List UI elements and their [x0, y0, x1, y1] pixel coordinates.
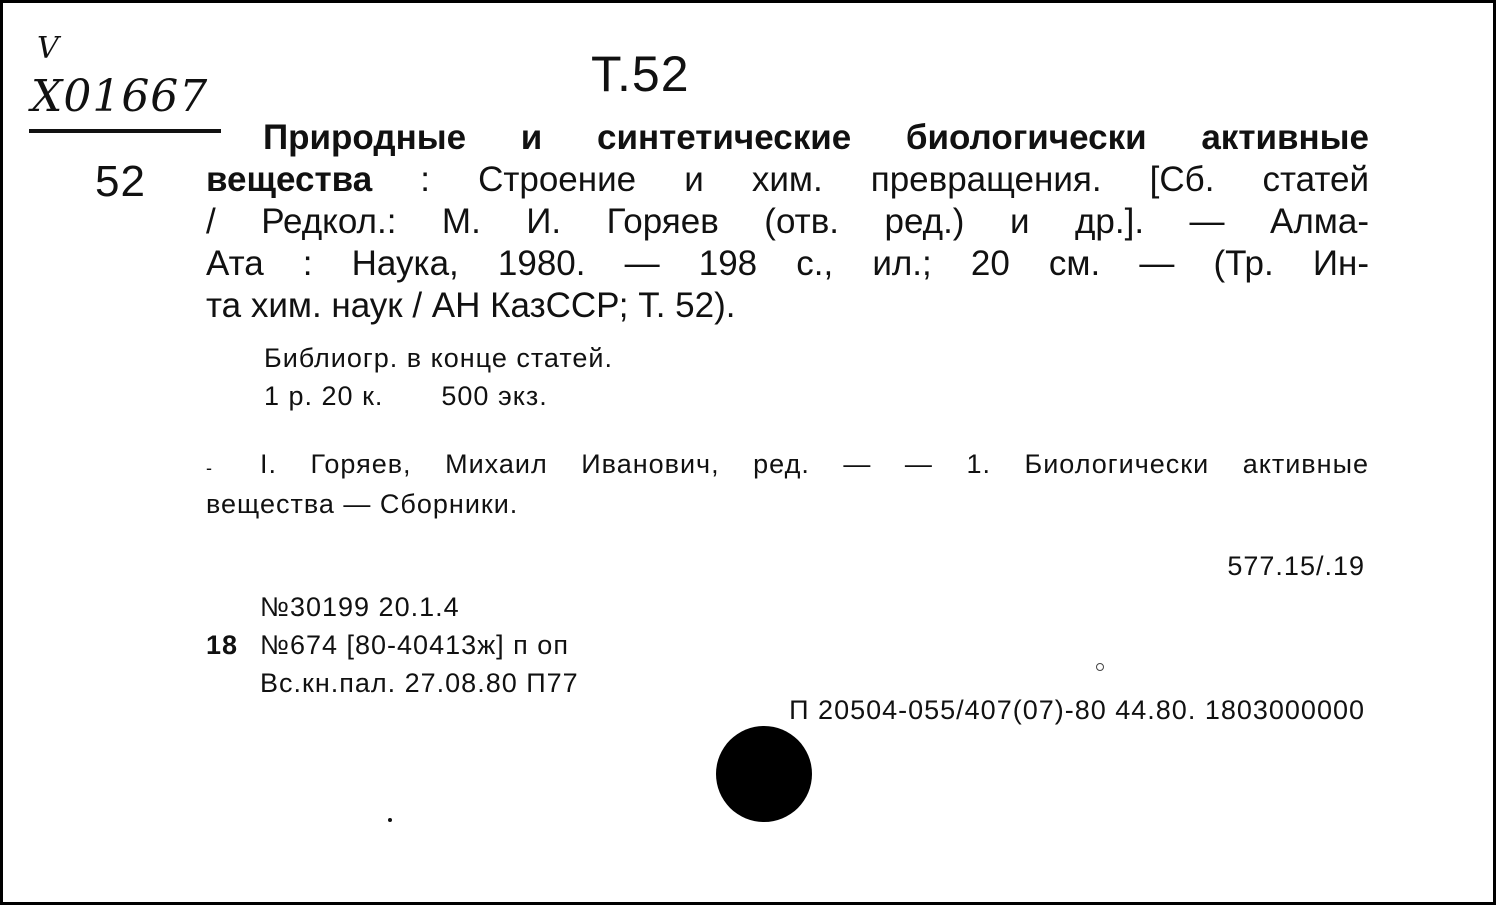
registration-line-1: №30199 20.1.4: [260, 592, 460, 622]
card-number: 52: [95, 157, 146, 206]
tracing-mark: -: [206, 458, 213, 478]
ink-speck: [388, 818, 392, 822]
handwritten-check-mark: V: [37, 31, 59, 66]
tracing-line-2: вещества — Сборники.: [206, 489, 519, 519]
title-line-2: вещества: [206, 160, 373, 199]
registration-line-2-row: [206, 626, 579, 664]
title-line-1: Природные и синтетические биологически активные: [263, 118, 1369, 157]
description-line-3: Ата : Наука, 1980. — 198 с., ил.; 20 см. — (Тр. Ин-: [206, 244, 1369, 283]
punch-hole: [716, 726, 812, 822]
call-number-underline: [29, 129, 221, 133]
ink-speck: [1096, 663, 1104, 671]
registration-block: [206, 588, 579, 702]
price-row: [264, 377, 613, 415]
description-line-4: та хим. наук / АН КазССР; Т. 52).: [206, 286, 736, 325]
volume-code: Т.52: [591, 46, 690, 102]
bibliographic-description: [206, 117, 1369, 327]
description-line-1: [206, 159, 1369, 201]
price-index: П 20504-055/407(07)-80 44.80. 1803000000: [789, 695, 1365, 725]
tracings-block: [206, 444, 1369, 524]
description-line-2: / Редкол.: М. И. Горяев (отв. ред.) и др.]. — Алма-: [206, 202, 1369, 241]
price: 1 р. 20 к.: [264, 381, 384, 411]
call-number: Х01667: [31, 71, 209, 122]
tracing-line-1: I. Горяев, Михаил Иванович, ред. — — 1. Биологически активные: [260, 449, 1369, 479]
print-run: 500 экз.: [441, 381, 548, 411]
notes-block: [264, 339, 613, 415]
udc-number: 577.15/.19: [1227, 551, 1365, 581]
copy-count: 18: [206, 630, 239, 660]
bibliography-note: Библиогр. в конце статей.: [264, 343, 613, 373]
subtitle-text: : Строение и хим. превращения. [Сб. статей: [372, 160, 1369, 199]
registration-line-3: Вс.кн.пал. 27.08.80 П77: [260, 668, 579, 698]
registration-line-2: №674 [80-40413ж] п оп: [260, 630, 569, 660]
